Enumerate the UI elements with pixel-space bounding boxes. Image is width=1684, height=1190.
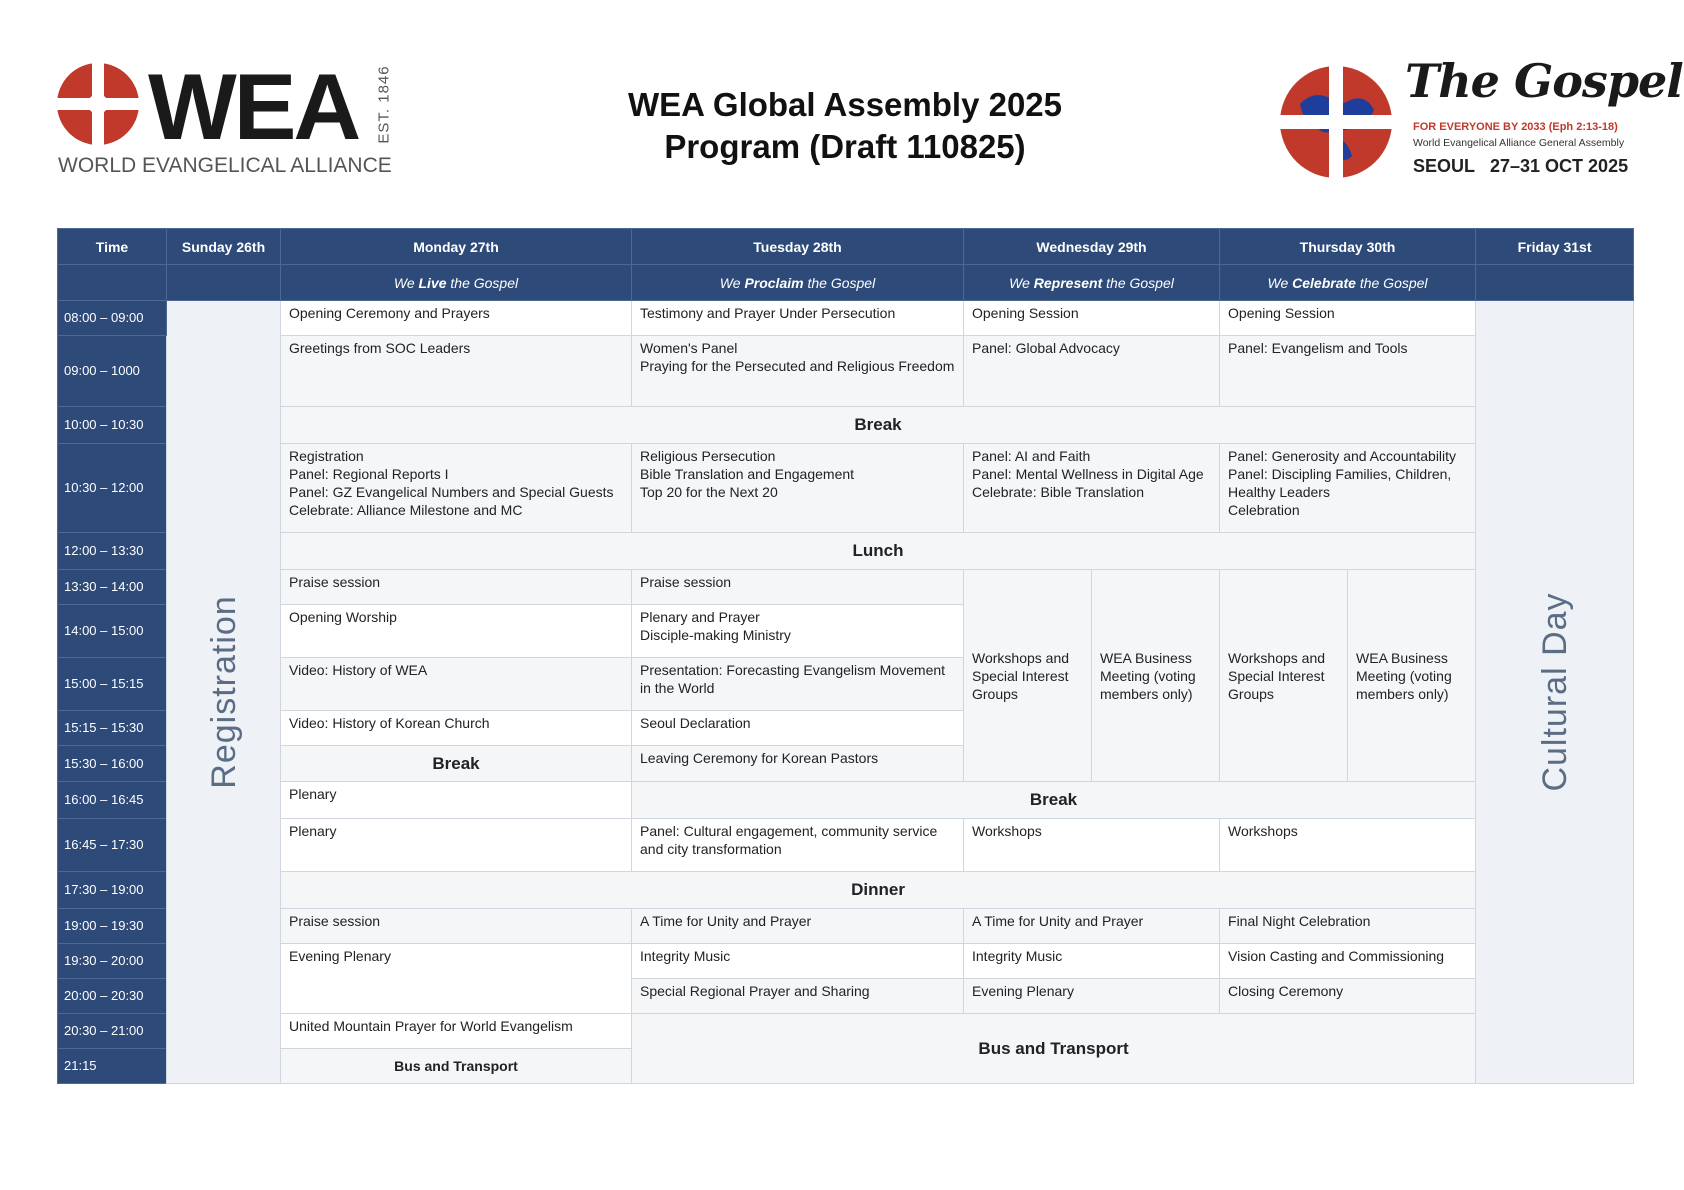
session-cell: Opening Session <box>964 301 1220 336</box>
session-cell: Panel: Global Advocacy <box>964 336 1220 407</box>
page-title-line1: WEA Global Assembly 2025 <box>627 86 1063 123</box>
session-cell: Leaving Ceremony for Korean Pastors <box>632 746 964 782</box>
session-cell: Plenary <box>281 782 632 819</box>
time-slot: 16:45 – 17:30 <box>58 819 167 872</box>
wea-cross-emblem-icon <box>56 62 140 146</box>
dinner-band: Dinner <box>281 872 1476 909</box>
time-slot: 10:30 – 12:00 <box>58 444 167 533</box>
wea-wordmark: WEA <box>148 54 359 159</box>
time-slot: 10:00 – 10:30 <box>58 407 167 444</box>
session-cell: Praise session <box>632 570 964 605</box>
table-row <box>58 944 1634 979</box>
session-cell: Opening Ceremony and Prayers <box>281 301 632 336</box>
session-cell: A Time for Unity and Prayer <box>632 909 964 944</box>
table-row <box>58 533 1634 570</box>
time-slot: 14:00 – 15:00 <box>58 605 167 658</box>
day-header-row <box>58 229 1634 265</box>
session-cell: Integrity Music <box>632 944 964 979</box>
break-band: Break <box>281 407 1476 444</box>
session-cell: Workshops <box>964 819 1220 872</box>
session-cell: Greetings from SOC Leaders <box>281 336 632 407</box>
time-slot: 19:30 – 20:00 <box>58 944 167 979</box>
session-cell: Evening Plenary <box>964 979 1220 1014</box>
header-friday: Friday 31st <box>1476 229 1634 265</box>
header-thursday: Thursday 30th <box>1220 229 1476 265</box>
gospel-wordmark: The Gospel <box>1405 54 1683 108</box>
session-cell: Registration Panel: Regional Reports I Panel: GZ Evangelical Numbers and Special Guests Celebrate: Alliance Milestone and MC <box>281 444 632 533</box>
session-cell: Workshops <box>1220 819 1476 872</box>
table-row <box>58 570 1634 605</box>
time-slot: 09:00 – 1000 <box>58 336 167 407</box>
session-cell: Religious Persecution Bible Translation and Engagement Top 20 for the Next 20 <box>632 444 964 533</box>
session-cell: Praise session <box>281 909 632 944</box>
table-row <box>58 444 1634 533</box>
session-cell: Panel: Cultural engagement, community service and city transformation <box>632 819 964 872</box>
session-cell: Panel: Generosity and Accountability Panel: Discipling Families, Children, Healthy Leaders Celebration <box>1220 444 1476 533</box>
time-slot: 12:00 – 13:30 <box>58 533 167 570</box>
time-slot: 15:00 – 15:15 <box>58 658 167 711</box>
event-dates: 27–31 OCT 2025 <box>1490 156 1629 176</box>
theme-thursday: We Celebrate the Gospel <box>1220 265 1476 301</box>
session-cell: Final Night Celebration <box>1220 909 1476 944</box>
gospel-subtitle: World Evangelical Alliance General Assembly <box>1413 137 1625 149</box>
session-cell: A Time for Unity and Prayer <box>964 909 1220 944</box>
session-cell: Video: History of WEA <box>281 658 632 711</box>
time-slot: 15:15 – 15:30 <box>58 711 167 746</box>
header-time: Time <box>58 229 167 265</box>
page-title-line2: Program (Draft 110825) <box>664 128 1026 165</box>
time-slot: 21:15 <box>58 1049 167 1084</box>
wed-workshops-cell: Workshops and Special Interest Groups <box>964 570 1092 782</box>
table-row <box>58 1014 1634 1049</box>
table-row <box>58 301 1634 336</box>
sunday-registration: Registration <box>167 301 281 1084</box>
session-cell: Women's Panel Praying for the Persecuted and Religious Freedom <box>632 336 964 407</box>
table-row <box>58 819 1634 872</box>
lunch-band: Lunch <box>281 533 1476 570</box>
wea-established: EST. 1846 <box>375 65 393 144</box>
schedule-table <box>57 228 1633 1082</box>
header-tuesday: Tuesday 28th <box>632 229 964 265</box>
session-cell: Seoul Declaration <box>632 711 964 746</box>
table-row <box>58 909 1634 944</box>
bus-transport-band: Bus and Transport <box>632 1014 1476 1084</box>
break-band: Break <box>281 746 632 782</box>
bus-transport-monday: Bus and Transport <box>281 1049 632 1084</box>
session-cell: Praise session <box>281 570 632 605</box>
session-cell: Vision Casting and Commissioning <box>1220 944 1476 979</box>
theme-row <box>58 265 1634 301</box>
event-city: SEOUL <box>1413 156 1476 176</box>
wea-full-name: WORLD EVANGELICAL ALLIANCE <box>58 154 392 177</box>
time-slot: 15:30 – 16:00 <box>58 746 167 782</box>
session-cell: Testimony and Prayer Under Persecution <box>632 301 964 336</box>
time-slot: 20:30 – 21:00 <box>58 1014 167 1049</box>
page-title <box>560 84 1130 168</box>
session-cell: Presentation: Forecasting Evangelism Movement in the World <box>632 658 964 711</box>
session-cell: Panel: Evangelism and Tools <box>1220 336 1476 407</box>
session-cell: Plenary and Prayer Disciple-making Ministry <box>632 605 964 658</box>
wed-business-meeting-cell: WEA Business Meeting (voting members only) <box>1092 570 1220 782</box>
session-cell: Plenary <box>281 819 632 872</box>
time-slot: 19:00 – 19:30 <box>58 909 167 944</box>
time-slot: 13:30 – 14:00 <box>58 570 167 605</box>
table-row <box>58 782 1634 819</box>
session-cell: Special Regional Prayer and Sharing <box>632 979 964 1014</box>
session-cell: United Mountain Prayer for World Evangelism <box>281 1014 632 1049</box>
thu-business-meeting-cell: WEA Business Meeting (voting members only) <box>1348 570 1476 782</box>
gospel-tagline: FOR EVERYONE BY 2033 (Eph 2:13-18) <box>1413 121 1618 133</box>
table-row <box>58 407 1634 444</box>
session-cell: Evening Plenary <box>281 944 632 1014</box>
theme-wednesday: We Represent the Gospel <box>964 265 1220 301</box>
session-cell: Opening Worship <box>281 605 632 658</box>
header-wednesday: Wednesday 29th <box>964 229 1220 265</box>
session-cell: Panel: AI and Faith Panel: Mental Wellness in Digital Age Celebrate: Bible Translation <box>964 444 1220 533</box>
break-band: Break <box>632 782 1476 819</box>
wea-logo <box>56 54 406 188</box>
table-row <box>58 336 1634 407</box>
session-cell: Closing Ceremony <box>1220 979 1476 1014</box>
time-slot: 17:30 – 19:00 <box>58 872 167 909</box>
thu-workshops-cell: Workshops and Special Interest Groups <box>1220 570 1348 782</box>
globe-cross-emblem-icon <box>1278 64 1394 180</box>
session-cell: Video: History of Korean Church <box>281 711 632 746</box>
time-slot: 20:00 – 20:30 <box>58 979 167 1014</box>
theme-monday: We Live the Gospel <box>281 265 632 301</box>
session-cell: Integrity Music <box>964 944 1220 979</box>
header-sunday: Sunday 26th <box>167 229 281 265</box>
header-monday: Monday 27th <box>281 229 632 265</box>
gospel-logo <box>1278 54 1683 185</box>
time-slot: 08:00 – 09:00 <box>58 301 167 336</box>
theme-tuesday: We Proclaim the Gospel <box>632 265 964 301</box>
time-slot: 16:00 – 16:45 <box>58 782 167 819</box>
session-cell: Opening Session <box>1220 301 1476 336</box>
table-row <box>58 872 1634 909</box>
friday-cultural-day: Cultural Day <box>1476 301 1634 1084</box>
